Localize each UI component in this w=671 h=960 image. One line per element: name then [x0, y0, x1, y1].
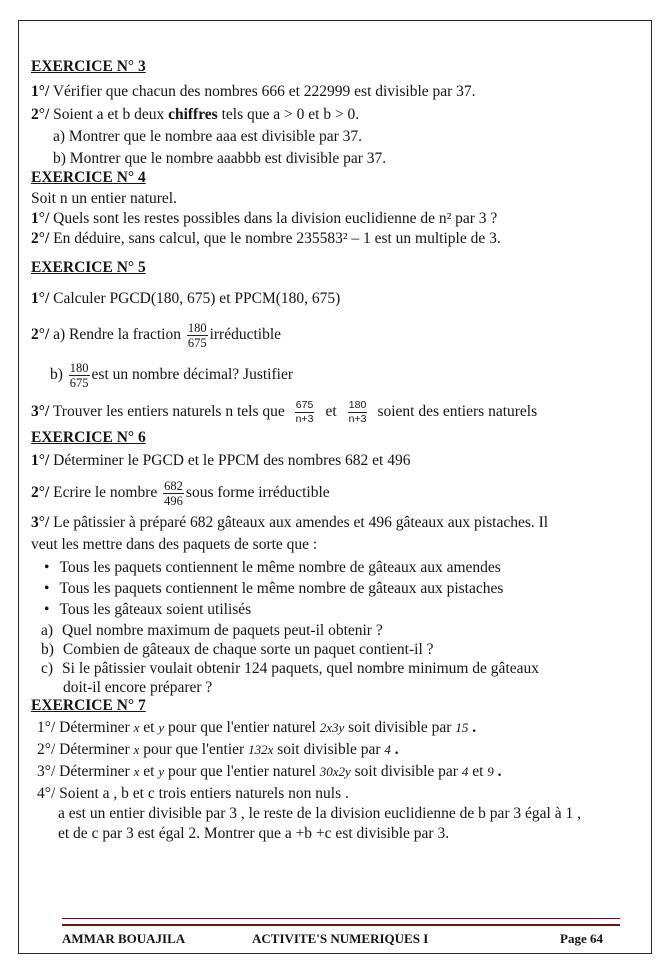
exercise-4-title: EXERCICE N° 4	[31, 169, 146, 186]
ex6-question-3c	[41, 660, 539, 678]
fraction-180-n3	[348, 399, 368, 426]
q-text: soit divisible par	[344, 719, 456, 736]
ex6-question-3b	[41, 641, 434, 659]
footer-rule	[62, 918, 620, 926]
fraction-682-496	[163, 479, 184, 508]
math-y: y	[158, 764, 165, 779]
q-text: Trouver les entiers naturels n tels que	[49, 403, 289, 420]
ex6-question-3-line-2: veut les mettre dans des paquets de sorte que :	[31, 536, 318, 553]
q-text: Si le pâtissier voulait obtenir 124 paquets, quel nombre minimum de gâteaux	[62, 660, 540, 677]
q-text: Vérifier que chacun des nombres 666 et 222999 est divisible par 37.	[49, 83, 476, 100]
ex5-question-2a	[31, 318, 281, 352]
math-x: x	[133, 742, 140, 757]
q-label: a)	[41, 622, 54, 639]
ex3-question-2	[31, 106, 359, 124]
fraction-denominator: n+3	[348, 412, 367, 425]
fraction-numerator: 180	[69, 360, 89, 375]
q-and: et	[139, 763, 159, 780]
fraction-numerator: 180	[187, 320, 207, 335]
q-number: 2°/	[37, 741, 56, 758]
q-text-end: sous forme irréductible	[185, 484, 330, 501]
fraction-180-675	[69, 361, 90, 390]
footer-author: AMMAR BOUAJILA	[62, 931, 186, 946]
q-number: 3°/	[31, 514, 50, 531]
q-bold-word: chiffres	[168, 106, 218, 123]
fraction-180-675	[187, 321, 208, 350]
math-divisor: 4	[384, 742, 391, 757]
q-text-end: soient des entiers naturels	[377, 403, 538, 420]
q-number: 4°/	[37, 785, 56, 802]
bullet-item	[44, 580, 503, 598]
q-text: Déterminer	[55, 763, 134, 780]
q-text: soit divisible par	[273, 741, 385, 758]
math-x: x	[133, 720, 140, 735]
exercise-7-title: EXERCICE N° 7	[31, 697, 146, 714]
math-expression: 132x	[248, 742, 274, 757]
ex7-question-4-line-2: a est un entier divisible par 3 , le reste de la division euclidienne de b par 3 égal à 1 ,	[58, 805, 581, 822]
q-text: Quels sont les restes possibles dans la division euclidienne de n² par 3 ?	[49, 210, 498, 227]
q-number: 3°/	[31, 403, 50, 420]
fraction-denominator: 675	[69, 375, 89, 390]
fraction-numerator: 675	[295, 398, 314, 411]
ex5-question-2b	[50, 358, 293, 392]
ex7-question-1	[37, 719, 476, 737]
ex6-question-3c-line-2: doit-il encore préparer ?	[63, 679, 213, 696]
exercise-5-title: EXERCICE N° 5	[31, 259, 146, 276]
q-text: a) Rendre la fraction	[49, 326, 185, 343]
ex6-question-1	[31, 452, 410, 470]
q-number: 2°/	[31, 484, 50, 501]
q-text-end: irréductible	[209, 326, 282, 343]
q-text: Déterminer	[55, 719, 134, 736]
q-text: est un nombre décimal? Justifier	[91, 366, 293, 383]
q-text: Combien de gâteaux de chaque sorte un paquet contient-il ?	[62, 641, 434, 658]
q-text: Déterminer	[55, 741, 134, 758]
q-number: 2°/	[31, 106, 50, 123]
q-end: .	[468, 719, 477, 736]
fraction-denominator: 496	[164, 493, 183, 508]
exercise-6-title: EXERCICE N° 6	[31, 429, 146, 446]
bullet-item	[44, 601, 251, 619]
q-text: Soient a , b et c trois entiers naturels non nuls .	[55, 785, 349, 802]
fraction-denominator: 675	[187, 335, 207, 350]
ex3-question-2b: b) Montrer que le nombre aaabbb est divisible par 37.	[53, 150, 387, 167]
q-number: 3°/	[37, 763, 56, 780]
math-divisor: 4	[461, 764, 469, 779]
q-text: En déduire, sans calcul, que le nombre 235583² – 1 est un multiple de 3.	[49, 230, 501, 247]
q-text: soit divisible par	[350, 763, 462, 780]
q-and: et	[468, 763, 488, 780]
q-label: b)	[50, 366, 67, 383]
bullet-text: Tous les paquets contiennent le même nombre de gâteaux aux amendes	[59, 559, 501, 576]
bullet-icon: •	[44, 601, 50, 618]
q-label: b)	[41, 641, 54, 658]
q-number: 1°/	[31, 290, 50, 307]
math-divisor: 15	[455, 720, 469, 735]
q-end: .	[390, 741, 399, 758]
fraction-numerator: 682	[164, 478, 183, 493]
bullet-item	[44, 559, 501, 577]
q-text: pour que l'entier	[139, 741, 249, 758]
ex6-question-3-line-1	[31, 514, 548, 532]
bullet-text: Tous les paquets contiennent le même nombre de gâteaux aux pistaches	[59, 580, 504, 597]
q-and: et	[139, 719, 159, 736]
q-number: 2°/	[31, 326, 50, 343]
footer-subject: ACTIVITE'S NUMERIQUES I	[252, 931, 429, 946]
exercise-3-title: EXERCICE N° 3	[31, 58, 146, 75]
q-number: 1°/	[37, 719, 56, 736]
bullet-icon: •	[44, 559, 50, 576]
math-y: y	[158, 720, 165, 735]
ex6-question-3a	[41, 622, 383, 640]
ex4-question-2	[31, 230, 501, 248]
fraction-675-n3	[295, 399, 315, 426]
ex7-question-4-line-1	[37, 785, 349, 803]
ex7-question-2	[37, 741, 399, 759]
q-text-end: tels que a > 0 et b > 0.	[217, 106, 360, 123]
q-text: Le pâtissier à préparé 682 gâteaux aux amendes et 496 gâteaux aux pistaches. Il	[49, 514, 549, 531]
math-expression: 2x3y	[319, 720, 345, 735]
ex7-question-3	[37, 763, 502, 781]
q-text: pour que l'entier naturel	[164, 763, 320, 780]
q-text: Ecrire le nombre	[49, 484, 162, 501]
math-divisor: 9	[487, 764, 494, 779]
ex7-question-4-line-3: et de c par 3 est égal 2. Montrer que a +b +c est divisible par 3.	[58, 825, 450, 842]
ex3-question-1	[31, 83, 476, 101]
ex4-intro: Soit n un entier naturel.	[31, 190, 177, 207]
math-expression: 30x2y	[319, 764, 351, 779]
q-text: Déterminer le PGCD et le PPCM des nombres 682 et 496	[49, 452, 411, 469]
q-text: pour que l'entier naturel	[164, 719, 320, 736]
fraction-denominator: n+3	[295, 412, 314, 425]
q-text: Soient a et b deux	[49, 106, 169, 123]
q-and: et	[325, 403, 337, 420]
q-text: Calculer PGCD(180, 675) et PPCM(180, 675)	[49, 290, 341, 307]
q-number: 1°/	[31, 83, 50, 100]
ex3-question-2a: a) Montrer que le nombre aaa est divisible par 37.	[53, 128, 363, 145]
q-text: Quel nombre maximum de paquets peut-il obtenir ?	[62, 622, 383, 639]
bullet-icon: •	[44, 580, 50, 597]
q-end: .	[493, 763, 502, 780]
bullet-text: Tous les gâteaux soient utilisés	[59, 601, 252, 618]
q-number: 1°/	[31, 210, 50, 227]
ex4-question-1	[31, 210, 497, 228]
ex5-question-3	[31, 397, 537, 427]
ex6-question-2	[31, 476, 330, 510]
q-number: 2°/	[31, 230, 50, 247]
q-label: c)	[41, 660, 54, 677]
q-number: 1°/	[31, 452, 50, 469]
ex5-question-1	[31, 290, 340, 308]
fraction-numerator: 180	[348, 398, 367, 411]
footer-page-number: Page 64	[560, 931, 603, 946]
math-x: x	[133, 764, 140, 779]
